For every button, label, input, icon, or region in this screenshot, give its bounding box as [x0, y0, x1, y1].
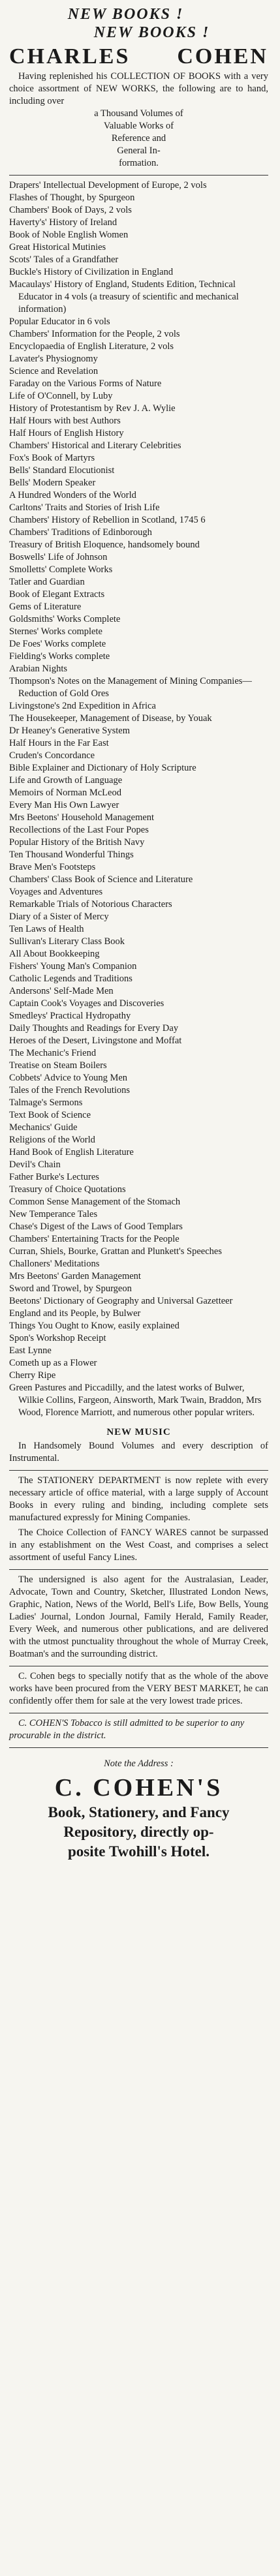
book-list-item: Mrs Beetons' Household Management	[9, 812, 155, 823]
book-list-item: Diary of a Sister of Mercy	[9, 912, 109, 922]
book-list-item: Curran, Shiels, Bourke, Grattan and Plunkett's Speeches	[9, 1246, 222, 1257]
book-list-item: Scots' Tales of a Grandfather	[9, 254, 119, 265]
book-list-item: Half Hours in the Far East	[9, 738, 109, 748]
book-list-item: Daily Thoughts and Readings for Every Day	[9, 1023, 179, 1034]
book-list-item: Things You Ought to Know, easily explained	[9, 1321, 179, 1331]
book-list-item: Buckle's History of Civilization in England	[9, 267, 174, 277]
book-list-item: Great Historical Mutinies	[9, 242, 106, 253]
book-list-item: Treasury of Choice Quotations	[9, 1184, 126, 1195]
book-list-item: Thompson's Notes on the Management of Mining Companies—Reduction of Gold Ores	[9, 676, 252, 699]
book-list-item: A Hundred Wonders of the World	[9, 490, 136, 500]
book-list-item: New Temperance Tales	[9, 1209, 98, 1219]
book-list-item: Voyages and Adventures	[9, 887, 103, 897]
merchant-last-name: COHEN	[177, 44, 268, 69]
book-list-item: De Foes' Works complete	[9, 639, 106, 649]
divider	[9, 1747, 268, 1748]
book-list-item: History of Protestantism by Rev J. A. Wylie	[9, 403, 176, 414]
divider	[9, 1470, 268, 1471]
book-list-item: Livingstone's 2nd Expedition in Africa	[9, 701, 156, 711]
book-list-item: Flashes of Thought, by Spurgeon	[9, 192, 135, 203]
divider	[9, 1569, 268, 1570]
intro-paragraph: Having replenished his COLLECTION OF BOOKS with a very choice assortment of NEW WORKS, the following are to hand, including over	[9, 71, 268, 106]
shop-name: C. COHEN'S	[54, 1774, 223, 1802]
book-list-item: Challoners' Meditations	[9, 1259, 100, 1269]
book-list-item: Book of Elegant Extracts	[9, 589, 105, 600]
book-list-item: Fielding's Works complete	[9, 651, 110, 662]
shop-line-2: Repository, directly op-	[63, 1824, 214, 1840]
book-list-item: Fishers' Young Man's Companion	[9, 961, 137, 972]
book-list-item: Popular Educator in 6 vols	[9, 316, 110, 327]
book-list-item: Father Burke's Lectures	[9, 1172, 99, 1182]
book-list-item: Sullivan's Literary Class Book	[9, 936, 125, 947]
merchant-first-name: CHARLES	[9, 44, 131, 69]
book-list-item: The Mechanic's Friend	[9, 1048, 97, 1058]
book-list	[9, 179, 268, 1419]
book-list-item: Faraday on the Various Forms of Nature	[9, 378, 162, 389]
book-list-item: Cherry Ripe	[9, 1370, 56, 1381]
book-list-item: Bible Explainer and Dictionary of Holy Scripture	[9, 763, 196, 773]
book-list-item: East Lynne	[9, 1345, 52, 1356]
book-list-item: Arabian Nights	[9, 664, 67, 674]
book-list-item: Tatler and Guardian	[9, 577, 85, 587]
book-list-item: Macaulays' History of England, Students Edition, Technical Educator in 4 vols (a treasury of scientific and mechanical information)	[9, 279, 239, 314]
book-list-item: Cobbets' Advice to Young Men	[9, 1073, 128, 1083]
book-list-item: Talmage's Sermons	[9, 1097, 83, 1108]
book-list-item: Chambers' Entertaining Tracts for the People	[9, 1234, 179, 1244]
book-list-item: Memoirs of Norman McLeod	[9, 788, 121, 798]
book-list-item: Half Hours with best Authors	[9, 416, 121, 426]
intro-line: a Thousand Volumes of	[94, 108, 183, 119]
book-list-item: Bells' Standard Elocutionist	[9, 465, 115, 476]
book-list-item: Chambers' Book of Days, 2 vols	[9, 205, 132, 215]
book-list-item: Book of Noble English Women	[9, 230, 129, 240]
book-list-item: Bells' Modern Speaker	[9, 478, 96, 488]
book-list-item: Hand Book of English Literature	[9, 1147, 134, 1158]
book-list-item: Half Hours of English History	[9, 428, 124, 438]
music-section	[9, 1440, 268, 1708]
notice-paragraph: The undersigned is also agent for the Australasian, Leader, Advocate, Town and Country, Sketcher, Illustrated London News, Graphic, Nation, News of the World, Bell's Life, Bow Bells, Young Ladies' Journal, London Journal, Family Herald, Family Reader, Every Week, and numerous other publications, and are delivered with the utmost punctuality throughout the whole of Murray Creek, Boatman's and the surrounding district.	[9, 1574, 268, 1659]
divider	[9, 175, 268, 176]
book-list-item: Catholic Legends and Traditions	[9, 974, 132, 984]
book-list-item: Devil's Chain	[9, 1159, 61, 1170]
book-list-item: Sternes' Works complete	[9, 626, 102, 637]
book-list-item: Life and Growth of Language	[9, 775, 123, 786]
book-list-item: Religions of the World	[9, 1135, 95, 1145]
shop-line-1: Book, Stationery, and Fancy	[48, 1804, 230, 1820]
new-books-heading-2: NEW BOOKS !	[93, 24, 210, 41]
book-list-item: Haverty's' History of Ireland	[9, 217, 117, 228]
book-list-item: Smolletts' Complete Works	[9, 564, 113, 575]
book-list-item: Life of O'Connell, by Luby	[9, 391, 113, 401]
book-list-item: Cometh up as a Flower	[9, 1358, 97, 1368]
book-list-item: Green Pastures and Piccadilly, and the latest works of Bulwer, Wilkie Collins, Fargeon, Ainsworth, Mark Twain, Braddon, Mrs Wood, Florence Marriott, and numerous other popular writers.	[9, 1383, 262, 1418]
book-list-item: Captain Cook's Voyages and Discoveries	[9, 998, 164, 1009]
book-list-item: Text Book of Science	[9, 1110, 91, 1120]
book-list-item: Smedleys' Practical Hydropathy	[9, 1011, 131, 1021]
book-list-item: Encyclopaedia of English Literature, 2 vols	[9, 341, 174, 352]
book-list-item: Drapers' Intellectual Development of Europe, 2 vols	[9, 180, 207, 191]
book-list-item: Mechanics' Guide	[9, 1122, 78, 1133]
book-list-item: Lavater's Physiognomy	[9, 354, 98, 364]
book-list-item: Heroes of the Desert, Livingstone and Moffat	[9, 1035, 182, 1046]
book-list-item: Cruden's Concordance	[9, 750, 95, 761]
music-heading: NEW MUSIC	[106, 1427, 171, 1437]
book-list-item: Spon's Workshop Receipt	[9, 1333, 106, 1343]
book-list-item: Gems of Literature	[9, 602, 82, 612]
intro-line: Reference and	[111, 133, 166, 144]
book-list-item: Chambers' Information for the People, 2 vols	[9, 329, 180, 339]
book-list-item: Ten Laws of Health	[9, 924, 84, 934]
book-list-item: Fox's Book of Martyrs	[9, 453, 95, 463]
book-list-item: Carltons' Traits and Stories of Irish Life	[9, 502, 160, 513]
shop-line-3: posite Twohill's Hotel.	[67, 1843, 210, 1860]
notice-paragraph: In Handsomely Bound Volumes and every description of Instrumental.	[9, 1441, 268, 1464]
address-label: Note the Address :	[104, 1758, 174, 1769]
book-list-item: Beetons' Dictionary of Geography and Universal Gazetteer	[9, 1296, 233, 1306]
notice-paragraph: The STATIONERY DEPARTMENT is now replete with every necessary article of office material, with a large supply of Account Books in every ruling and binding, including complete sets manufactured expressly for Mining Companies.	[9, 1475, 268, 1523]
book-list-item: Every Man His Own Lawyer	[9, 800, 119, 810]
book-list-item: Chambers' Class Book of Science and Literature	[9, 874, 193, 885]
book-list-item: Chase's Digest of the Laws of Good Templars	[9, 1221, 183, 1232]
book-list-item: England and its People, by Bulwer	[9, 1308, 141, 1319]
book-list-item: Popular History of the British Navy	[9, 837, 145, 848]
book-list-item: Treatise on Steam Boilers	[9, 1060, 107, 1071]
intro-line: formation.	[119, 158, 159, 168]
notice-paragraph: C. Cohen begs to specially notify that as the whole of the above works have been procured from the VERY BEST MARKET, he can confidently offer them for sale at the very lowest trade prices.	[9, 1671, 268, 1706]
book-list-item: Chambers' Historical and Literary Celebrities	[9, 440, 181, 451]
notice-paragraph: The Choice Collection of FANCY WARES cannot be surpassed in any establishment on the West Coast, and comprises a select assortment of useful Fancy Lines.	[9, 1527, 268, 1563]
intro-text	[9, 70, 268, 170]
book-list-item: Tales of the French Revolutions	[9, 1085, 131, 1096]
book-list-item: Ten Thousand Wonderful Things	[9, 850, 134, 860]
book-list-item: Dr Heaney's Generative System	[9, 726, 131, 736]
book-list-item: Chambers' History of Rebellion in Scotland, 1745 6	[9, 515, 206, 525]
book-list-item: Mrs Beetons' Garden Management	[9, 1271, 141, 1281]
book-list-item: Boswells' Life of Johnson	[9, 552, 108, 562]
book-list-item: Andersons' Self-Made Men	[9, 986, 114, 996]
book-list-item: Goldsmiths' Works Complete	[9, 614, 121, 624]
merchant-name	[9, 44, 268, 69]
book-list-item: Common Sense Management of the Stomach	[9, 1197, 181, 1207]
book-list-item: Remarkable Trials of Notorious Characters	[9, 899, 172, 910]
book-list-item: Science and Revelation	[9, 366, 99, 376]
book-list-item: Sword and Trowel, by Spurgeon	[9, 1283, 132, 1294]
book-list-item: Treasury of British Eloquence, handsomely bound	[9, 540, 200, 550]
book-list-item: Chambers' Traditions of Edinborough	[9, 527, 152, 538]
intro-line: General In-	[117, 146, 161, 156]
intro-line: Valuable Works of	[103, 121, 174, 131]
book-list-item: The Housekeeper, Management of Disease, by Youak	[9, 713, 212, 724]
tobacco-note: C. COHEN'S Tobacco is still admitted to be superior to any procurable in the district.	[9, 1718, 245, 1741]
book-list-item: Recollections of the Last Four Popes	[9, 825, 149, 835]
book-list-item: Brave Men's Footsteps	[9, 862, 96, 872]
new-books-heading-1: NEW BOOKS !	[67, 6, 184, 23]
book-list-item: All About Bookkeeping	[9, 949, 100, 959]
